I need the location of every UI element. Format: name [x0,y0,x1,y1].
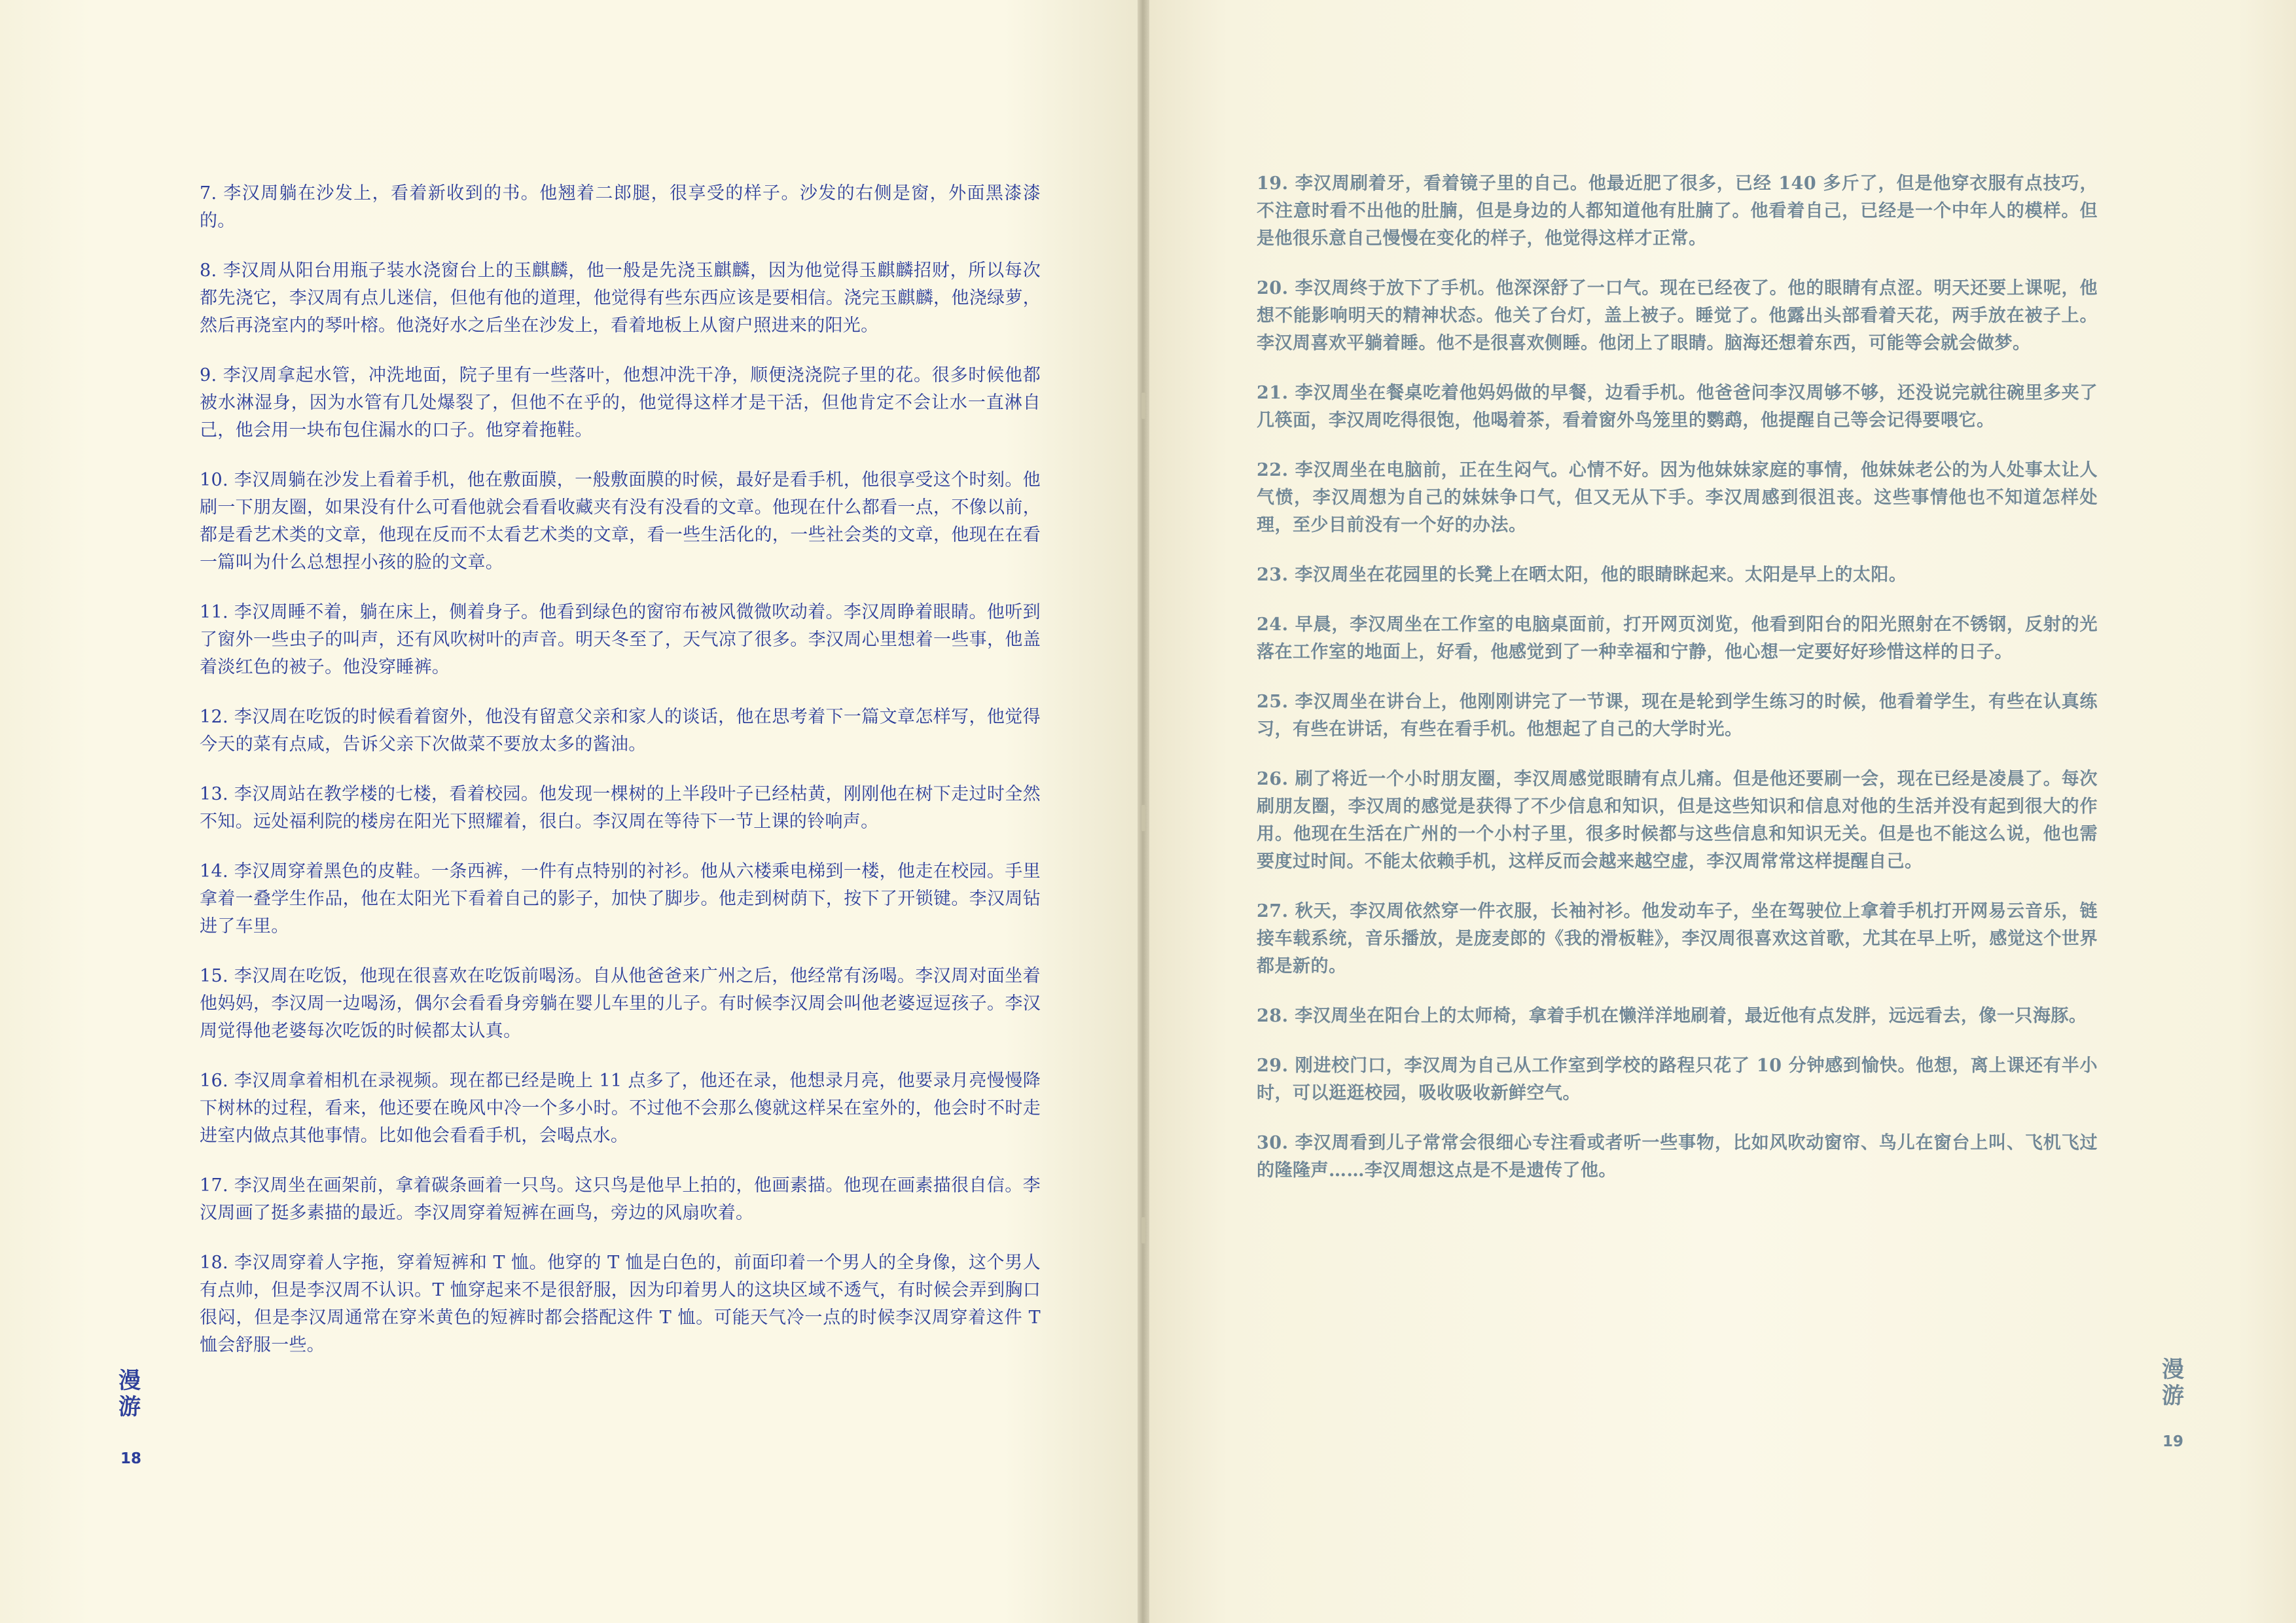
paragraph-7: 7. 李汉周躺在沙发上，看着新收到的书。他翘着二郎腿，很享受的样子。沙发的右侧是窗，外面黑漆漆的。 [200,183,1041,231]
paragraph-21: 21. 李汉周坐在餐桌吃着他妈妈做的早餐，边看手机。他爸爸问李汉周够不够，还没说完就往碗里多夹了几筷面，李汉周吃得很饱，他喝着茶，看着窗外鸟笼里的鹦鹉，他提醒自己等会记得要喂它。 [1257,383,2098,431]
left-page-text [200,180,1041,1382]
paragraph-18: 18. 李汉周穿着人字拖，穿着短裤和 T 恤。他穿的 T 恤是白色的，前面印着一个男人的全身像，这个男人有点帅，但是李汉周不认识。T 恤穿起来不是很舒服，因为印着男人的这块区域不透气，有时候会弄到胸口很闷，但是李汉周通常在穿米黄色的短裤时都会搭配这件 T 恤。可能天气冷一点的时候李汉周穿着这件 T 恤会舒服一些。 [200,1253,1041,1355]
paragraph-30: 30. 李汉周看到儿子常常会很细心专注看或者听一些事物，比如风吹动窗帘、鸟儿在窗台上叫、飞机飞过的隆隆声……李汉周想这点是不是遗传了他。 [1257,1133,2098,1181]
paragraph-23: 23. 李汉周坐在花园里的长凳上在晒太阳，他的眼睛眯起来。太阳是早上的太阳。 [1257,565,1907,585]
right-page [1147,0,2296,1623]
paragraph-10: 10. 李汉周躺在沙发上看着手机，他在敷面膜，一般敷面膜的时候，最好是看手机，他很享受这个时刻。他刷一下朋友圈，如果没有什么可看他就会看看收藏夹有没有没看的文章。他现在什么都看一点，不像以前，都是看艺术类的文章，他现在反而不太看艺术类的文章，看一些生活化的，一些社会类的文章，他现在在看一篇叫为什么总想捏小孩的脸的文章。 [200,470,1041,573]
binding-stitch [1141,1217,1145,1243]
paragraph-8: 8. 李汉周从阳台用瓶子装水浇窗台上的玉麒麟，他一般是先浇玉麒麟，因为他觉得玉麒麟招财，所以每次都先浇它，李汉周有点儿迷信，但他有他的道理，他觉得有些东西应该是要相信。浇完玉麒麟，他浇绿萝，然后再浇室内的琴叶榕。他浇好水之后坐在沙发上，看着地板上从窗户照进来的阳光。 [200,260,1041,336]
paragraph-16: 16. 李汉周拿着相机在录视频。现在都已经是晚上 11 点多了，他还在录，他想录月亮，他要录月亮慢慢降下树林的过程，看来，他还要在晚风中冷一个多小时。不过他不会那么傻就这样呆在室外的，他会时不时走进室内做点其他事情。比如他会看看手机，会喝点水。 [200,1071,1041,1146]
paragraph-22: 22. 李汉周坐在电脑前，正在生闷气。心情不好。因为他妹妹家庭的事情，他妹妹老公的为人处事太让人气愤，李汉周想为自己的妹妹争口气，但又无从下手。李汉周感到很沮丧。这些事情他也不知道怎样处理，至少目前没有一个好的办法。 [1257,460,2098,535]
paragraph-24: 24. 早晨，李汉周坐在工作室的电脑桌面前，打开网页浏览，他看到阳台的阳光照射在不锈钢，反射的光落在工作室的地面上，好看，他感觉到了一种幸福和宁静，他心想一定要好好珍惜这样的日子。 [1257,615,2098,662]
right-page-text [1257,170,2098,1207]
section-title-vertical: 漫游 [118,1368,141,1420]
paragraph-27: 27. 秋天，李汉周依然穿一件衣服，长袖衬衫。他发动车子，坐在驾驶位上拿着手机打开网易云音乐，链接车载系统，音乐播放，是庞麦郎的《我的滑板鞋》，李汉周很喜欢这首歌，尤其在早上听，感觉这个世界都是新的。 [1257,901,2098,976]
paragraph-25: 25. 李汉周坐在讲台上，他刚刚讲完了一节课，现在是轮到学生练习的时候，他看着学生，有些在认真练习，有些在讲话，有些在看手机。他想起了自己的大学时光。 [1257,692,2098,740]
binding-stitch [1141,393,1145,419]
paragraph-12: 12. 李汉周在吃饭的时候看着窗外，他没有留意父亲和家人的谈话，他在思考着下一篇文章怎样写，他觉得今天的菜有点咸，告诉父亲下次做菜不要放太多的酱油。 [200,707,1041,755]
paragraph-19: 19. 李汉周刷着牙，看着镜子里的自己。他最近肥了很多，已经 140 多斤了，但是他穿衣服有点技巧，不注意时看不出他的肚腩，但是身边的人都知道他有肚腩了。他看着自己，已经是一个中年人的模样。但是他很乐意自己慢慢在变化的样子，他觉得这样才正常。 [1257,173,2098,249]
paragraph-11: 11. 李汉周睡不着，躺在床上，侧着身子。他看到绿色的窗帘布被风微微吹动着。李汉周睁着眼睛。他听到了窗外一些虫子的叫声，还有风吹树叶的声音。明天冬至了，天气凉了很多。李汉周心里想着一些事，他盖着淡红色的被子。他没穿睡裤。 [200,602,1041,677]
paragraph-26: 26. 刷了将近一个小时朋友圈，李汉周感觉眼睛有点儿痛。但是他还要刷一会，现在已经是凌晨了。每次刷朋友圈，李汉周的感觉是获得了不少信息和知识，但是这些知识和信息对他的生活并没有起到很大的作用。他现在生活在广州的一个小村子里，很多时候都与这些信息和知识无关。但是也不能这么说，他也需要度过时间。不能太依赖手机，这样反而会越来越空虚，李汉周常常这样提醒自己。 [1257,769,2098,872]
paragraph-9: 9. 李汉周拿起水管，冲洗地面，院子里有一些落叶，他想冲洗干净，顺便浇浇院子里的花。很多时候他都被水淋湿身，因为水管有几处爆裂了，但他不在乎的，他觉得这样才是干活，但他肯定不会让水一直淋自己，他会用一块布包住漏水的口子。他穿着拖鞋。 [200,365,1041,440]
page-number: 18 [120,1450,142,1467]
section-title-vertical: 漫游 [2162,1357,2184,1409]
paragraph-13: 13. 李汉周站在教学楼的七楼，看着校园。他发现一棵树的上半段叶子已经枯黄，刚刚他在树下走过时全然不知。远处福利院的楼房在阳光下照耀着，很白。李汉周在等待下一节上课的铃响声。 [200,784,1041,832]
page-number: 19 [2162,1433,2184,1450]
binding-stitch [1141,805,1145,831]
paragraph-28: 28. 李汉周坐在阳台上的太师椅，拿着手机在懒洋洋地刷着，最近他有点发胖，远远看去，像一只海豚。 [1257,1006,2087,1026]
paragraph-29: 29. 刚进校门口，李汉周为自己从工作室到学校的路程只花了 10 分钟感到愉快。他想，离上课还有半小时，可以逛逛校园，吸收吸收新鲜空气。 [1257,1056,2098,1103]
left-page [0,0,1140,1623]
paragraph-17: 17. 李汉周坐在画架前，拿着碳条画着一只鸟。这只鸟是他早上拍的，他画素描。他现在画素描很自信。李汉周画了挺多素描的最近。李汉周穿着短裤在画鸟，旁边的风扇吹着。 [200,1175,1041,1223]
paragraph-14: 14. 李汉周穿着黑色的皮鞋。一条西裤，一件有点特别的衬衫。他从六楼乘电梯到一楼，他走在校园。手里拿着一叠学生作品，他在太阳光下看着自己的影子，加快了脚步。他走到树荫下，按下了开锁键。李汉周钻进了车里。 [200,861,1041,936]
paragraph-20: 20. 李汉周终于放下了手机。他深深舒了一口气。现在已经夜了。他的眼睛有点涩。明天还要上课呢，他想不能影响明天的精神状态。他关了台灯，盖上被子。睡觉了。他露出头部看着天花，两手放在被子上。李汉周喜欢平躺着睡。他不是很喜欢侧睡。他闭上了眼睛。脑海还想着东西，可能等会就会做梦。 [1257,278,2098,353]
paragraph-15: 15. 李汉周在吃饭，他现在很喜欢在吃饭前喝汤。自从他爸爸来广州之后，他经常有汤喝。李汉周对面坐着他妈妈，李汉周一边喝汤，偶尔会看看身旁躺在婴儿车里的儿子。有时候李汉周会叫他老婆逗逗孩子。李汉周觉得他老婆每次吃饭的时候都太认真。 [200,966,1041,1041]
